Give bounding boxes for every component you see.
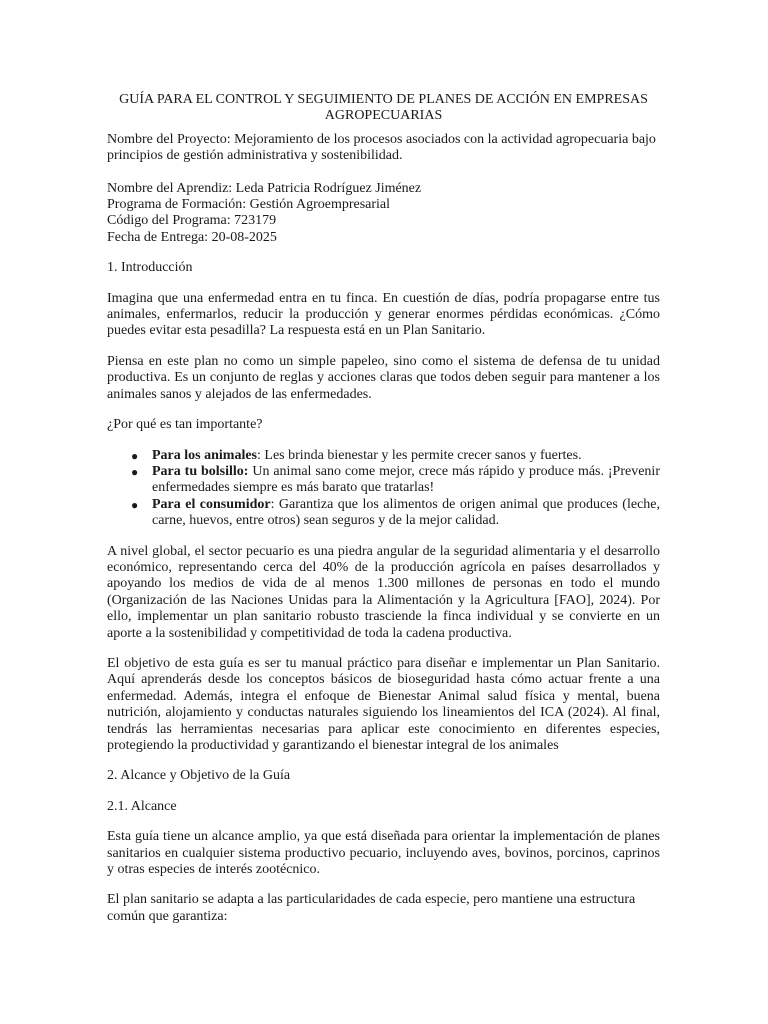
list-item-text: : Garantiza que los alimentos de origen animal que produces (leche, carne, huevos, entre otros) sean seguros y de la mejor calidad. xyxy=(152,496,660,529)
bullet-icon: ● xyxy=(131,448,139,463)
delivery-date: Fecha de Entrega: 20-08-2025 xyxy=(107,229,277,245)
scope-paragraph-1: Esta guía tiene un alcance amplio, ya que está diseñada para orientar la implementación de planes sanitarios en cualquier sistema productivo pecuario, incluyendo aves, bovinos, porcinos, caprinos y otras especies de interés zootécnico. xyxy=(107,829,660,878)
list-item xyxy=(107,464,660,497)
project-name: Nombre del Proyecto: Mejoramiento de los procesos asociados con la actividad agropecuaria bajo principios de gestión administrativa y sostenibilidad. xyxy=(107,131,656,164)
guide-objective-paragraph: El objetivo de esta guía es ser tu manual práctico para diseñar e implementar un Plan Sanitario. Aquí aprenderás desde los conceptos básicos de bioseguridad hasta cómo actuar frente a una enfermedad. Además, integra el enfoque de Bienestar Animal salud física y mental, buena nutrición, alojamiento y conductas naturales siguiendo los lineamientos del ICA (2024). Al final, tendrás las herramientas necesarias para aplicar este conocimiento en diferentes especies, protegiendo la productividad y garantizando el bienestar integral de los animales xyxy=(107,655,660,753)
bullet-icon: ● xyxy=(131,497,139,512)
document-body xyxy=(107,92,660,925)
section-1-heading: 1. Introducción xyxy=(107,260,193,276)
training-program: Programa de Formación: Gestión Agroempresarial xyxy=(107,197,391,213)
scope-paragraph-2: El plan sanitario se adapta a las particularidades de cada especie, pero mantiene una estructura común que garantiza: xyxy=(107,892,636,924)
intro-paragraph-1: Imagina que una enfermedad entra en tu finca. En cuestión de días, podría propagarse entre tus animales, enfermarlos, reducir la producción y generar enormes pérdidas económicas. ¿Cómo puedes evitar esta pesadilla? La respuesta está en un Plan Sanitario. xyxy=(107,290,660,339)
importance-list xyxy=(107,448,660,530)
list-item-text: : Les brinda bienestar y les permite crecer sanos y fuertes. xyxy=(257,447,582,463)
importance-question: ¿Por qué es tan importante? xyxy=(107,417,263,433)
apprentice-name: Nombre del Aprendiz: Leda Patricia Rodríguez Jiménez xyxy=(107,180,422,196)
bullet-icon: ● xyxy=(131,464,139,479)
apprentice-info xyxy=(107,181,660,247)
global-context-paragraph: A nivel global, el sector pecuario es una piedra angular de la seguridad alimentaria y el desarrollo económico, representando cerca del 40% de la producción agrícola en países desarrollados y apoyando los medios de vida de al menos 1.300 millones de personas en todo el mundo (Organización de las Naciones Unidas para la Alimentación y la Agricultura [FAO], 2024). Por ello, implementar un plan sanitario robusto trasciende la finca individual y se convierte en un aporte a la sostenibilidad y competitividad de toda la cadena productiva. xyxy=(107,543,660,641)
section-2-heading: 2. Alcance y Objetivo de la Guía xyxy=(107,768,291,784)
list-item xyxy=(107,497,660,530)
list-item-bold: Para el consumidor xyxy=(152,496,271,512)
program-code: Código del Programa: 723179 xyxy=(107,213,277,229)
intro-paragraph-2: Piensa en este plan no como un simple papeleo, sino como el sistema de defensa de tu unidad productiva. Es un conjunto de reglas y acciones claras que todos deben seguir para mantener a los animales sanos y alejados de las enfermedades. xyxy=(107,353,660,402)
section-2-1-heading: 2.1. Alcance xyxy=(107,798,177,814)
document-title xyxy=(107,92,660,125)
list-item-bold: Para los animales xyxy=(152,447,257,463)
list-item-bold: Para tu bolsillo: xyxy=(152,463,249,479)
list-item-text: Un animal sano come mejor, crece más rápido y produce más. ¡Prevenir enfermedades siempre es más barato que tratarlas! xyxy=(152,463,660,496)
list-item xyxy=(107,448,660,464)
title-line-2: AGROPECUARIAS xyxy=(324,108,443,124)
title-line-1: GUÍA PARA EL CONTROL Y SEGUIMIENTO DE PLANES DE ACCIÓN EN EMPRESAS xyxy=(119,92,648,107)
